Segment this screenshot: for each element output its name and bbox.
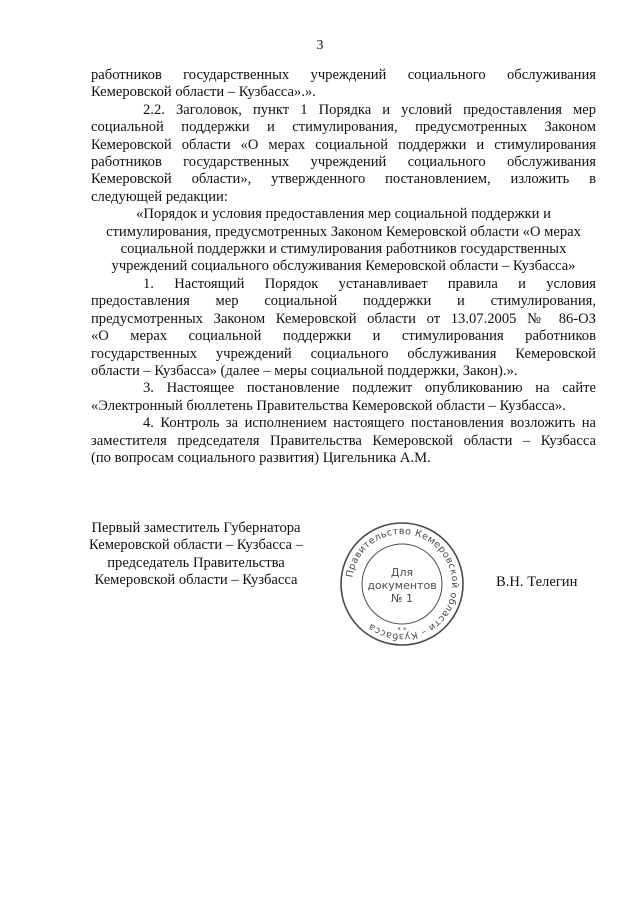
text-line: Кемеровской области – Кузбасса».». [91, 84, 316, 101]
quote-line: социальной поддержки и стимулирования работников государственных [120, 241, 567, 258]
text-line: предусмотренных Законом Кемеровской области от 13.07.2005 № 86-ОЗ [91, 310, 596, 327]
stamp-center-line: документов [367, 579, 437, 592]
text-line: Кемеровской области «О мерах социальной поддержки и стимулирования [91, 136, 596, 153]
text-line: государственных учреждений социального обслуживания Кемеровской [91, 345, 596, 362]
text-line: 1. Настоящий Порядок устанавливает правила и условия [143, 275, 596, 292]
text-line: работников государственных учреждений социального обслуживания [91, 67, 596, 83]
text-line: 4. Контроль за исполнением настоящего постановления возложить на [143, 415, 596, 432]
stamp-ring-text: Правительство Кемеровской области – Кузбасса [344, 525, 461, 643]
text-line: области – Кузбасса» (далее – меры социальной поддержки, Закон).». [91, 362, 518, 379]
signatory-line: председатель Правительства [107, 554, 285, 571]
text-line: 2.2. Заголовок, пункт 1 Порядка и условий предоставления мер [143, 101, 596, 118]
official-stamp [338, 520, 466, 648]
text-line: следующей редакции: [91, 188, 228, 205]
signatory-position [80, 520, 312, 590]
quote-line: «Порядок и условия предоставления мер социальной поддержки и [136, 206, 551, 223]
text-line: 3. Настоящее постановление подлежит опубликованию на сайте [143, 380, 596, 397]
stamp-center-line: № 1 [391, 592, 413, 605]
text-line: заместителя председателя Правительства Кемеровской области – Кузбасса [91, 432, 596, 449]
quote-line: учреждений социального обслуживания Кемеровской области – Кузбасса» [111, 258, 576, 275]
text-line: Кемеровской области», утвержденного постановлением, изложить в [91, 171, 596, 188]
text-line: «О мерах социальной поддержки и стимулирования работников [91, 328, 596, 345]
signatory-line: Кемеровской области – Кузбасса [94, 572, 298, 589]
signatory-name: В.Н. Телегин [496, 574, 578, 590]
page-number: 3 [316, 38, 324, 53]
svg-text:* *: * * [397, 626, 407, 634]
signatory-line: Кемеровской области – Кузбасса – [89, 537, 303, 554]
stamp-center-line: Для [390, 566, 414, 579]
text-line: социальной поддержки и стимулирования, предусмотренных Законом [91, 119, 596, 136]
document-body [91, 67, 596, 467]
text-line: «Электронный бюллетень Правительства Кемеровской области – Кузбасса». [91, 397, 566, 414]
stamp-seal-icon [338, 520, 466, 648]
text-line: предоставления мер социальной поддержки и стимулирования, [91, 293, 596, 310]
text-line: (по вопросам социального развития) Цигельника А.М. [91, 449, 431, 466]
quote-line: стимулирования, предусмотренных Законом Кемеровской области «О мерах [106, 223, 581, 240]
text-line: работников государственных учреждений социального обслуживания [91, 154, 596, 171]
signatory-line: Первый заместитель Губернатора [91, 520, 301, 536]
